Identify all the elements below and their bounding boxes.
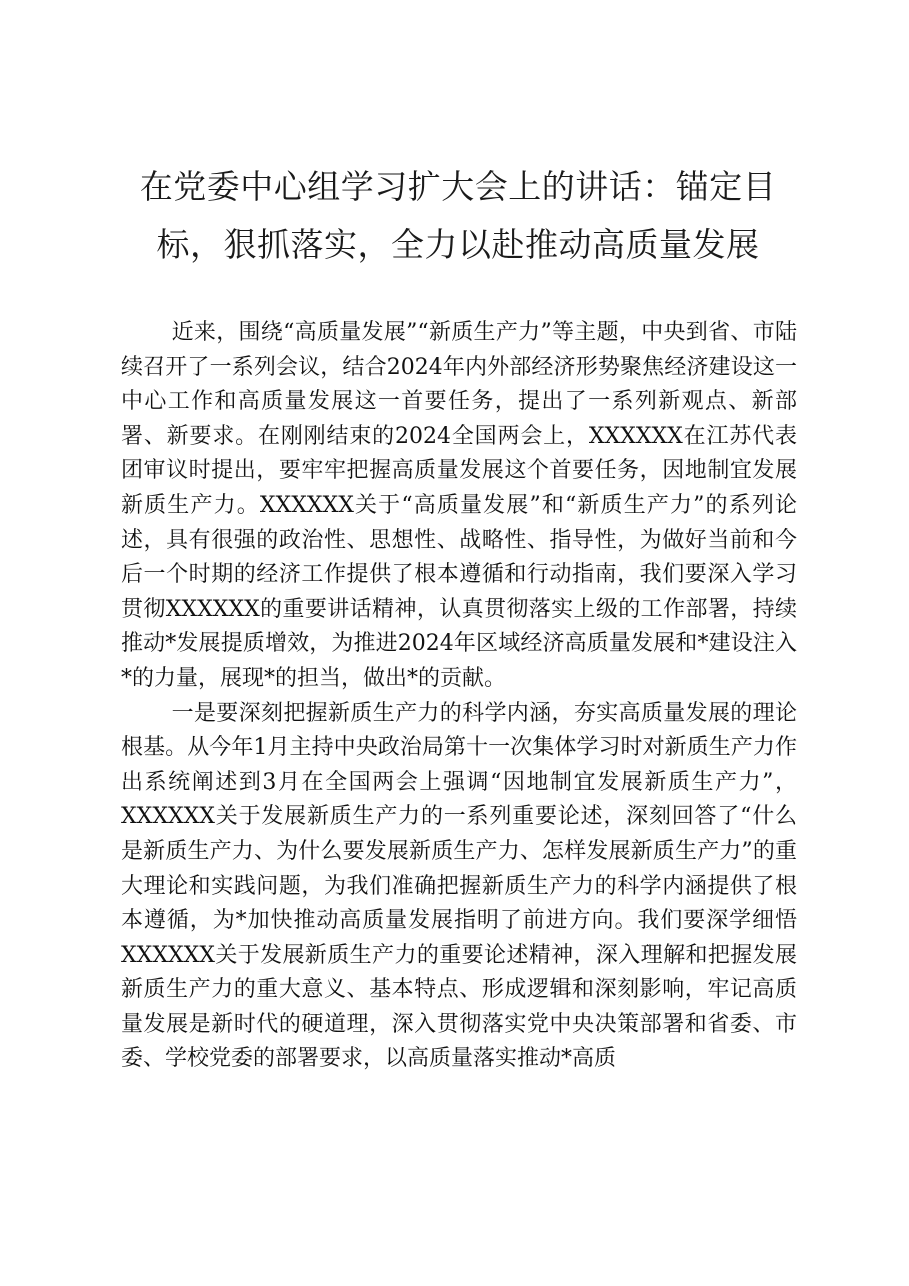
document-body [121,316,797,1077]
paragraph-point-one: 一是要深刻把握新质生产力的科学内涵，夯实高质量发展的理论根基。从今年1月主持中央政治局第十一次集体学习时对新质生产力作出系统阐述到3月在全国两会上强调“因地制宜发展新质生产力”，XXXXXX关于发展新质生产力的一系列重要论述，深刻回答了“什么是新质生产力、为什么要发展新质生产力、怎样发展新质生产力”的重大理论和实践问题，为我们准确把握新质生产力的科学内涵提供了根本遵循，为*加快推动高质量发展指明了前进方向。我们要深学细悟XXXXXX关于发展新质生产力的重要论述精神，深入理解和把握发展新质生产力的重大意义、基本特点、形成逻辑和深刻影响，牢记高质量发展是新时代的硬道理，深入贯彻落实党中央决策部署和省委、市委、学校党委的部署要求，以高质量落实推动*高质 [121,700,797,1072]
document-title: 在党委中心组学习扩大会上的讲话：锚定目标，狠抓落实，全力以赴推动高质量发展 [139,167,777,264]
paragraph-intro: 近来，围绕“高质量发展”“新质生产力”等主题，中央到省、市陆续召开了一系列会议，结合2024年内外部经济形势聚焦经济建设这一中心工作和高质量发展这一首要任务，提出了一系列新观点、新部署、新要求。在刚刚结束的2024全国两会上，XXXXXX在江苏代表团审议时提出，要牢牢把握高质量发展这个首要任务，因地制宜发展新质生产力。XXXXXX关于“高质量发展”和“新质生产力”的系列论述，具有很强的政治性、思想性、战略性、指导性，为做好当前和今后一个时期的经济工作提供了根本遵循和行动指南，我们要深入学习贯彻XXXXXX的重要讲话精神，认真贯彻落实上级的工作部署，持续推动*发展提质增效，为推进2024年区域经济高质量发展和*建设注入*的力量，展现*的担当，做出*的贡献。 [121,320,797,691]
